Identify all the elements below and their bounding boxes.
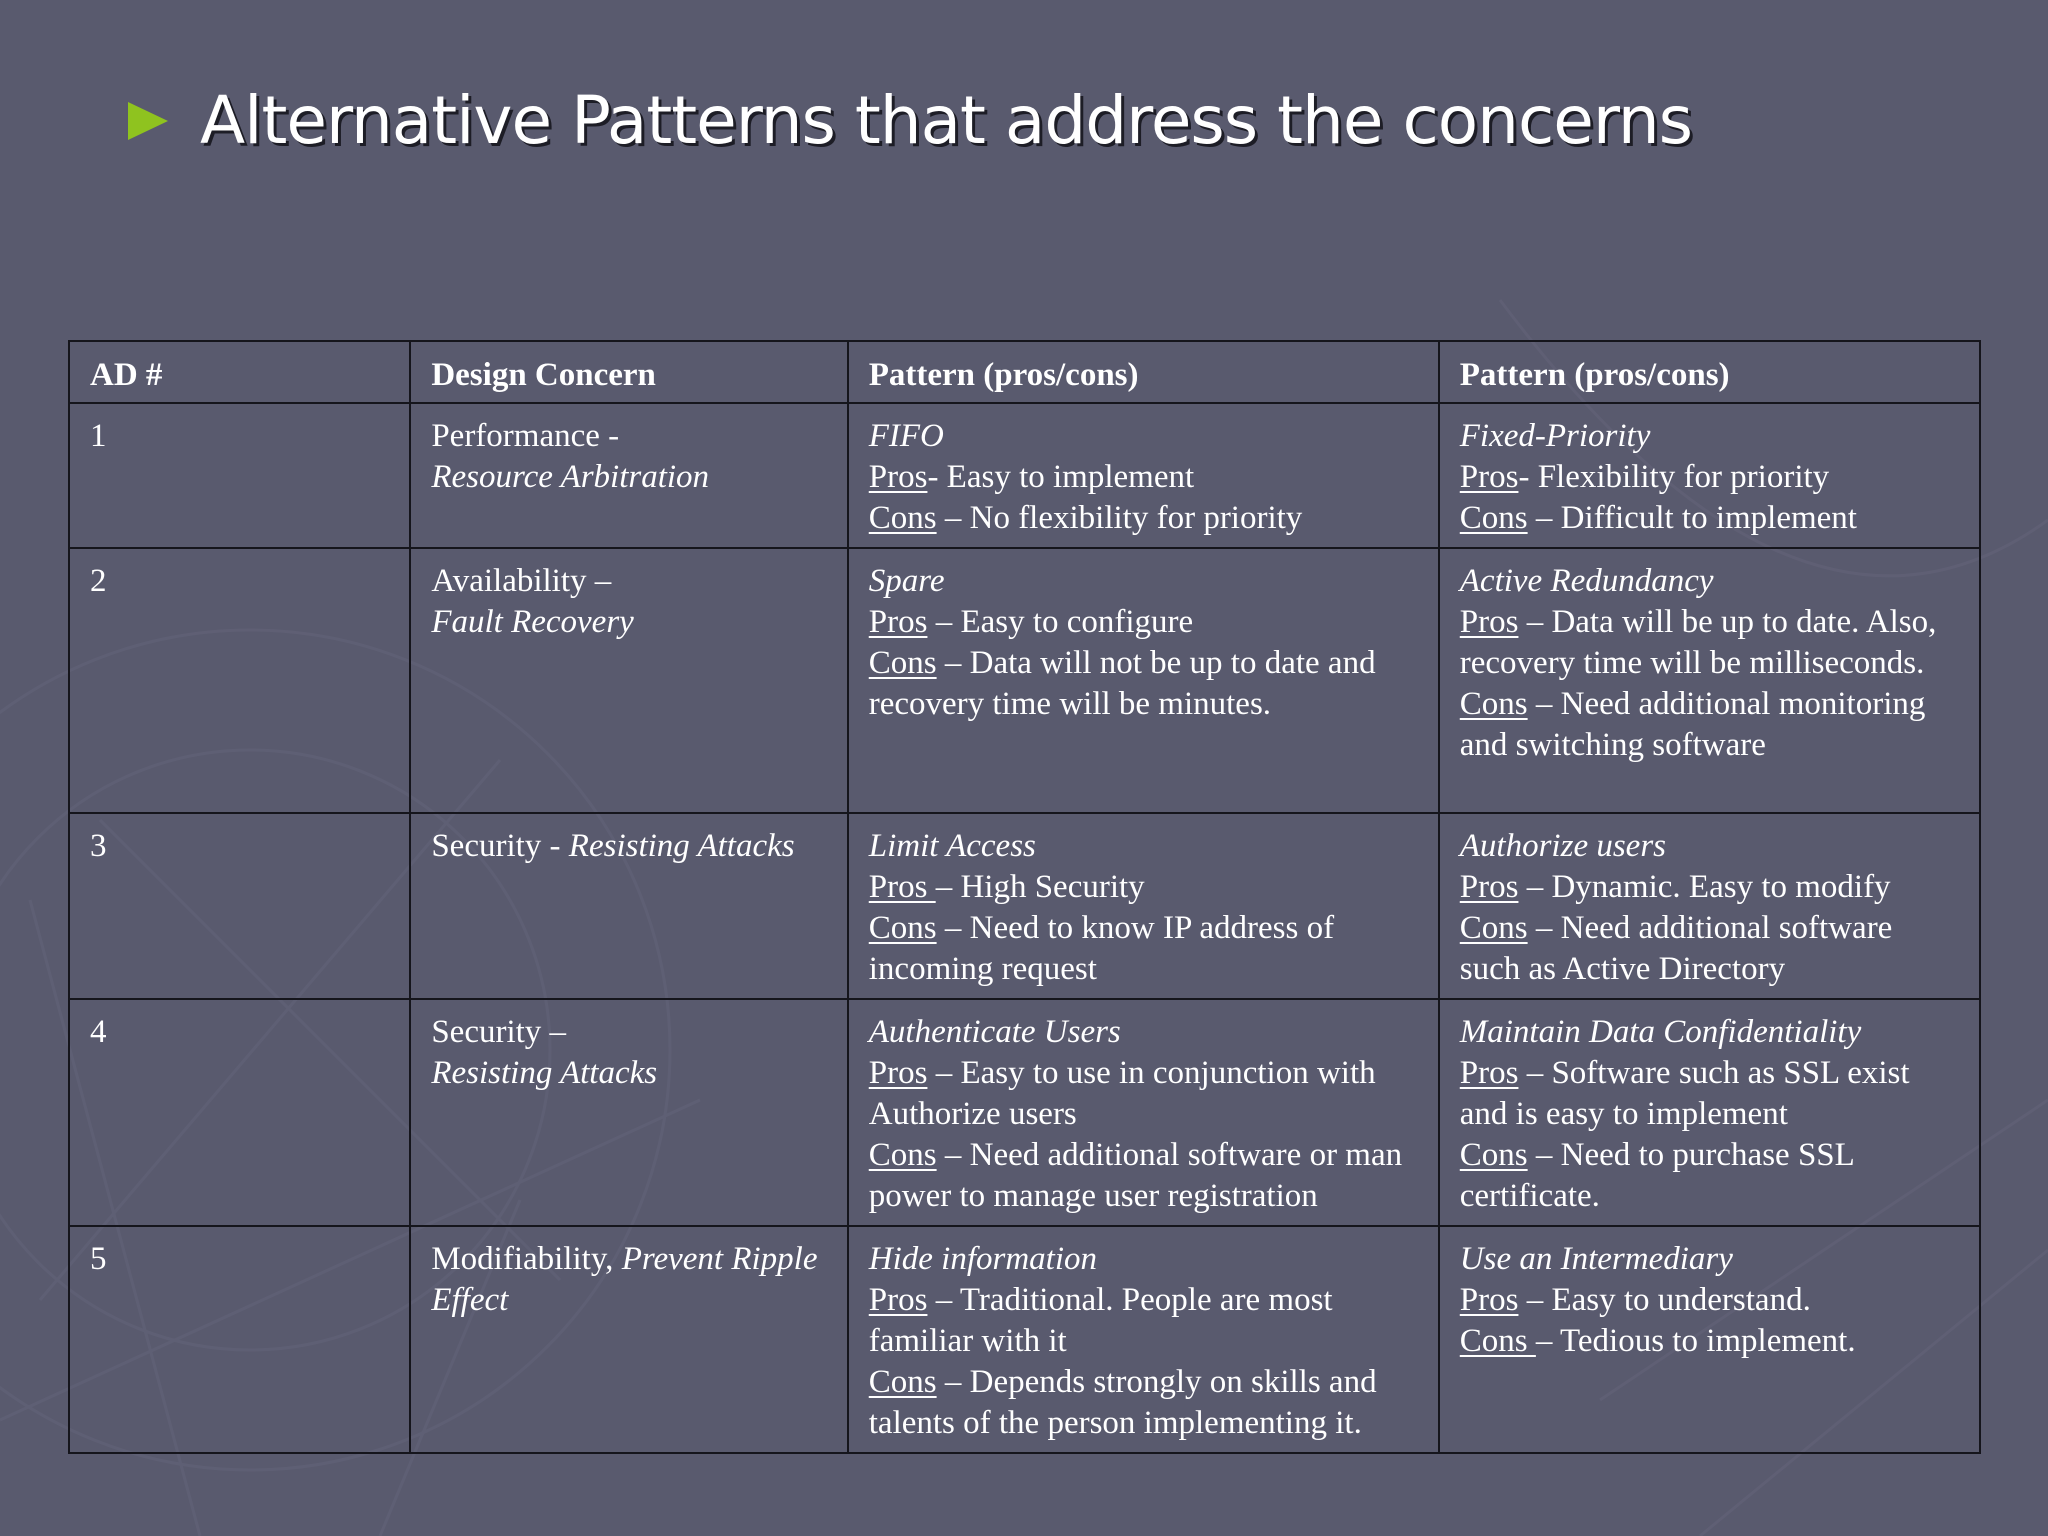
pros-label: Pros [868,869,936,905]
pattern-name: Active Redundancy [1459,563,1714,599]
pattern-name: Authenticate Users [868,1014,1121,1050]
concern-main: Security - [431,828,569,864]
pattern-name: Maintain Data Confidentiality [1459,1014,1862,1050]
cons-label: Cons [1459,1323,1536,1359]
pattern-cell [1439,403,1980,548]
slide-title: Alternative Patterns that address the concerns [200,82,1693,159]
pattern-pros [869,457,1418,498]
pros-text: – Easy to use in conjunction with Authorize users [868,1055,1376,1132]
pattern-cell [848,548,1439,813]
pattern-pros [1460,1053,1959,1135]
pros-label: Pros [868,604,928,640]
pros-label: Pros [1459,604,1519,640]
cons-text: – Tedious to implement. [1535,1323,1856,1359]
pattern-cons [1460,1321,1959,1362]
pros-text: - Easy to implement [927,459,1195,495]
pattern-cons [1460,908,1959,990]
ad-number: 1 [69,403,410,548]
pattern-cell [848,813,1439,999]
pattern-cons [1460,498,1959,539]
pattern-pros [1460,867,1959,908]
cons-text: – Need to purchase SSL certificate. [1459,1137,1854,1214]
pattern-pros [869,1280,1418,1362]
header-pattern-1: Pattern (pros/cons) [848,341,1439,403]
cons-text: – Need additional software or man power to manage user registration [868,1137,1403,1214]
concern-sub: Resource Arbitration [431,459,710,495]
table-row [69,813,1980,999]
pattern-name: FIFO [868,418,944,454]
pattern-cell [848,1226,1439,1453]
pros-label: Pros [1459,1055,1519,1091]
design-concern [410,548,847,813]
pattern-pros [1460,602,1959,684]
cons-text: – Data will not be up to date and recovery time will be minutes. [868,645,1376,722]
header-design-concern: Design Concern [410,341,847,403]
cons-text: – No flexibility for priority [936,500,1303,536]
table-row [69,403,1980,548]
cons-text: – Need additional monitoring and switching software [1459,686,1926,763]
pattern-cons [869,498,1418,539]
pattern-cons [869,908,1418,990]
pattern-cons [869,1362,1418,1444]
ad-number: 2 [69,548,410,813]
cons-label: Cons [868,500,937,536]
table-header-row [69,341,1980,403]
pattern-cell [1439,813,1980,999]
pattern-cons [869,643,1418,725]
pros-text: - Flexibility for priority [1518,459,1830,495]
pattern-name: Authorize users [1459,828,1667,864]
pros-text: – Traditional. People are most familiar with it [868,1282,1333,1359]
pros-text: – Easy to configure [927,604,1194,640]
pattern-name: Spare [868,563,945,599]
pattern-pros [869,602,1418,643]
cons-text: – Difficult to implement [1527,500,1857,536]
concern-main: Performance - [431,418,620,454]
pros-text: – Dynamic. Easy to modify [1518,869,1891,905]
ad-number: 4 [69,999,410,1226]
pattern-pros [1460,1280,1959,1321]
bullet-arrow-icon [128,102,168,140]
concern-sub: Prevent Ripple Effect [431,1241,818,1318]
cons-label: Cons [1459,500,1528,536]
slide-title-row [128,82,1692,159]
cons-label: Cons [868,910,937,946]
pattern-pros [869,1053,1418,1135]
ad-number: 5 [69,1226,410,1453]
pattern-pros [869,867,1418,908]
pros-label: Pros [868,1282,928,1318]
cons-label: Cons [868,645,937,681]
design-concern [410,403,847,548]
header-pattern-2: Pattern (pros/cons) [1439,341,1980,403]
pattern-cell [1439,548,1980,813]
pattern-pros [1460,457,1959,498]
pros-label: Pros [1459,1282,1519,1318]
cons-label: Cons [868,1364,937,1400]
pattern-cell [1439,1226,1980,1453]
pattern-cell [1439,999,1980,1226]
table-row [69,1226,1980,1453]
cons-text: – Need additional software such as Active Directory [1459,910,1893,987]
design-concern [410,999,847,1226]
concern-main: Security – [431,1014,567,1050]
pattern-cell [848,403,1439,548]
design-concern [410,1226,847,1453]
pros-text: – Software such as SSL exist and is easy to implement [1459,1055,1910,1132]
pros-label: Pros [1459,869,1519,905]
cons-label: Cons [1459,1137,1528,1173]
cons-label: Cons [1459,686,1528,722]
pattern-name: Limit Access [868,828,1036,864]
cons-label: Cons [868,1137,937,1173]
concern-sub: Fault Recovery [431,604,634,640]
pattern-name: Hide information [868,1241,1097,1277]
pattern-cons [869,1135,1418,1217]
table-row [69,999,1980,1226]
concern-main: Modifiability, [431,1241,622,1277]
concern-sub: Resisting Attacks [431,1055,658,1091]
cons-text: – Need to know IP address of incoming request [868,910,1335,987]
patterns-table [68,340,1981,1454]
pattern-name: Use an Intermediary [1459,1241,1733,1277]
design-concern [410,813,847,999]
pattern-cell [848,999,1439,1226]
table-row [69,548,1980,813]
cons-text: – Depends strongly on skills and talents of the person implementing it. [868,1364,1377,1441]
ad-number: 3 [69,813,410,999]
pros-text: – Easy to understand. [1518,1282,1811,1318]
pattern-cons [1460,684,1959,766]
header-ad-number: AD # [69,341,410,403]
pattern-cons [1460,1135,1959,1217]
concern-main: Availability – [431,563,612,599]
concern-sub: Resisting Attacks [568,828,795,864]
pros-text: – High Security [935,869,1145,905]
pros-label: Pros [868,459,928,495]
pros-label: Pros [1459,459,1519,495]
pros-label: Pros [868,1055,928,1091]
cons-label: Cons [1459,910,1528,946]
pros-text: – Data will be up to date. Also, recovery time will be milliseconds. [1459,604,1937,681]
pattern-name: Fixed-Priority [1459,418,1651,454]
